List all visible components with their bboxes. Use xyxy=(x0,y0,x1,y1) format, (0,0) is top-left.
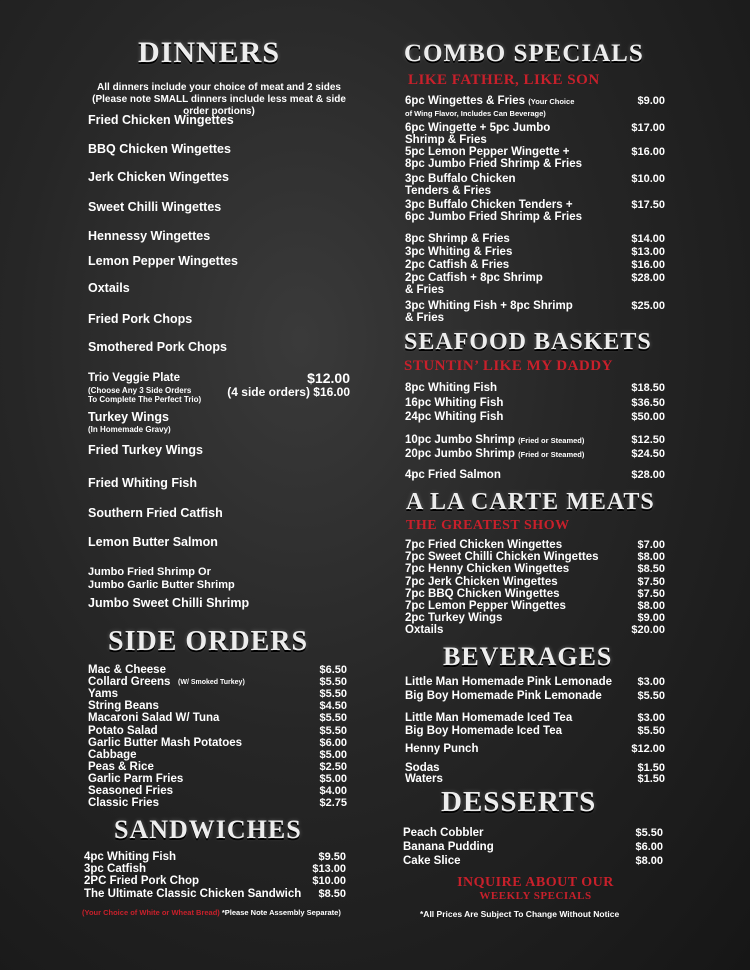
combo-item-line-1 xyxy=(405,122,550,134)
side-order-price: $4.00 xyxy=(319,785,347,797)
side-order-price: $5.50 xyxy=(319,688,347,701)
dinner-item-name: Lemon Pepper Wingettes xyxy=(88,254,238,268)
beverage-item-price: $1.50 xyxy=(637,762,665,774)
combo-item-name: 3pc Whiting Fish + 8pc Shrimp xyxy=(405,300,573,312)
combo-item-line-2 xyxy=(405,312,444,324)
veggie-sub-1: (Choose Any 3 Side Orders xyxy=(88,386,192,395)
sandwich-note-assembly: *Please Note Assembly Separate) xyxy=(221,908,341,917)
beverages-title: BEVERAGES xyxy=(443,642,613,671)
combo-item-line-2 xyxy=(405,185,491,197)
seafood-item-label: 4pc Fried Salmon xyxy=(405,469,501,481)
right-column xyxy=(375,0,750,970)
dinner-item-name: Fried Chicken Wingettes xyxy=(88,113,234,127)
side-order-name: Collard Greens xyxy=(88,676,171,689)
seafood-item-note: (Fried or Steamed) xyxy=(518,436,585,445)
side-order-price: $6.50 xyxy=(319,664,347,676)
seafood-item-name xyxy=(405,448,584,461)
side-order-name: Peas & Rice xyxy=(88,760,154,773)
side-order-name: Potato Salad xyxy=(88,724,158,737)
dinner-item-name: Fried Pork Chops xyxy=(88,312,193,326)
sandwich-name: 2PC Fried Pork Chop xyxy=(84,875,200,888)
beverage-item-price: $3.00 xyxy=(637,712,665,724)
dinner-item-name: Oxtails xyxy=(88,281,130,295)
dinner-item-subtext: Jumbo Garlic Butter Shrimp xyxy=(88,579,235,591)
side-order-name: Classic Fries xyxy=(88,797,159,810)
combo-item-price: $17.00 xyxy=(631,122,665,134)
side-order-price: $5.00 xyxy=(319,772,347,785)
dessert-item-name: Peach Cobbler xyxy=(403,827,484,839)
combo-item-price: $9.00 xyxy=(637,95,665,107)
dinner-item-name: BBQ Chicken Wingettes xyxy=(88,142,231,156)
beverage-item-name: Big Boy Homemade Pink Lemonade xyxy=(405,690,602,702)
seafood-item-name xyxy=(405,382,497,394)
combo-item-line-1 xyxy=(405,272,543,284)
combo-item-name: 8pc Shrimp & Fries xyxy=(405,233,510,245)
combo-item-line-1 xyxy=(405,233,510,245)
combo-item-name-cont: & Fries xyxy=(405,312,444,324)
dessert-item-price: $6.00 xyxy=(635,841,663,853)
dessert-item-price: $8.00 xyxy=(635,855,663,867)
combo-item-price: $10.00 xyxy=(631,173,665,185)
dinners-title: DINNERS xyxy=(138,36,281,69)
alacarte-item-price: $8.50 xyxy=(637,563,665,576)
combo-item-price: $14.00 xyxy=(631,233,665,245)
alacarte-item-price: $20.00 xyxy=(631,624,665,637)
combo-item-line-1 xyxy=(405,259,509,271)
sandwich-price: $8.50 xyxy=(318,887,346,900)
sandwich-name: 3pc Catfish xyxy=(84,863,146,876)
combo-subtitle: LIKE FATHER, LIKE SON xyxy=(408,72,600,88)
veggie-sub-2: To Complete The Perfect Trio) xyxy=(88,395,202,404)
alacarte-title: A LA CARTE MEATS xyxy=(406,489,655,515)
combo-item-price: $17.50 xyxy=(631,199,665,211)
alacarte-item-name: 7pc Fried Chicken Wingettes xyxy=(405,539,563,551)
combo-item-line-1 xyxy=(405,199,573,211)
combo-item-line-2 xyxy=(405,211,582,223)
alacarte-item-name: 7pc Jerk Chicken Wingettes xyxy=(405,575,558,588)
combo-item-line-2 xyxy=(405,107,546,120)
side-order-price: $4.50 xyxy=(319,700,347,713)
combo-item-note: (Your Choice xyxy=(528,97,575,106)
dinner-item-name: Southern Fried Catfish xyxy=(88,506,223,520)
seafood-item-price: $28.00 xyxy=(631,469,665,481)
alacarte-item-name: 2pc Turkey Wings xyxy=(405,612,503,625)
side-order-price: $6.00 xyxy=(319,736,347,749)
dinner-item-name: Lemon Butter Salmon xyxy=(88,535,218,549)
alacarte-item-name: 7pc Henny Chicken Wingettes xyxy=(405,563,570,576)
side-orders-title: SIDE ORDERS xyxy=(108,626,309,657)
seafood-item-name xyxy=(405,434,584,447)
alacarte-item-price: $9.00 xyxy=(637,612,665,625)
seafood-item-price: $24.50 xyxy=(631,448,665,460)
price-disclaimer: *All Prices Are Subject To Change Without Notice xyxy=(420,909,620,919)
sandwich-name: 4pc Whiting Fish xyxy=(84,851,176,863)
combo-item-name: 3pc Whiting & Fries xyxy=(405,246,513,258)
alacarte-item-price: $8.00 xyxy=(637,600,665,612)
seafood-item-name xyxy=(405,397,503,409)
combo-item-price: $13.00 xyxy=(631,246,665,258)
combo-item-name: 5pc Lemon Pepper Wingette + xyxy=(405,146,570,158)
alacarte-item-name: 7pc BBQ Chicken Wingettes xyxy=(405,587,560,600)
beverage-item-price: $12.00 xyxy=(631,743,665,755)
side-order-name: Cabbage xyxy=(88,748,137,761)
beverage-item-name: Henny Punch xyxy=(405,743,479,755)
combo-item-line-1 xyxy=(405,246,512,258)
side-order-name: Mac & Cheese xyxy=(88,664,166,676)
dinner-item-name: Fried Whiting Fish xyxy=(88,476,198,490)
combo-title: COMBO SPECIALS xyxy=(404,40,644,67)
beverage-item-name: Waters xyxy=(405,773,443,785)
sandwich-note xyxy=(82,908,341,917)
veggie-price-2: (4 side orders) $16.00 xyxy=(227,385,350,399)
combo-item-name-cont: 6pc Jumbo Fried Shrimp & Fries xyxy=(405,211,583,223)
seafood-item-label: 20pc Jumbo Shrimp xyxy=(405,448,515,460)
sandwiches-title: SANDWICHES xyxy=(114,815,302,844)
combo-item-name: 6pc Wingette + 5pc Jumbo xyxy=(405,122,551,134)
alacarte-item-name: 7pc Lemon Pepper Wingettes xyxy=(405,600,566,612)
combo-item-line-2 xyxy=(405,284,444,296)
alacarte-item-price: $7.50 xyxy=(637,575,665,588)
combo-item-name-cont: 8pc Jumbo Fried Shrimp & Fries xyxy=(405,158,583,170)
beverage-item-price: $1.50 xyxy=(637,773,665,785)
beverage-item-name: Little Man Homemade Iced Tea xyxy=(405,712,573,724)
side-order-name: Yams xyxy=(88,688,119,701)
sandwich-price: $9.50 xyxy=(318,851,346,863)
dessert-item-name: Cake Slice xyxy=(403,855,461,867)
dinner-item-name: Sweet Chilli Wingettes xyxy=(88,200,222,214)
dinner-item-name: Jumbo Fried Shrimp Or xyxy=(88,566,211,578)
dessert-item-name: Banana Pudding xyxy=(403,841,494,853)
sandwich-price: $10.00 xyxy=(312,875,346,888)
alacarte-subtitle: THE GREATEST SHOW xyxy=(406,518,570,533)
desserts-title: DESSERTS xyxy=(441,786,597,818)
dinner-item-name: Turkey Wings xyxy=(88,410,169,424)
seafood-item-name xyxy=(405,411,503,423)
beverage-item-name: Little Man Homemade Pink Lemonade xyxy=(405,676,613,688)
alacarte-item-price: $7.50 xyxy=(637,587,665,600)
side-order-price: $2.75 xyxy=(319,797,347,810)
combo-item-name-cont: & Fries xyxy=(405,284,444,296)
sandwich-price: $13.00 xyxy=(312,863,346,876)
side-order-name: Garlic Parm Fries xyxy=(88,772,184,785)
combo-item-line-2 xyxy=(405,158,582,170)
side-order-price: $5.50 xyxy=(319,724,347,737)
side-order-name: Macaroni Salad W/ Tuna xyxy=(88,712,220,725)
beverage-item-price: $3.00 xyxy=(637,676,665,688)
side-order-price: $5.00 xyxy=(319,748,347,761)
alacarte-item-name: 7pc Sweet Chilli Chicken Wingettes xyxy=(405,551,599,564)
alacarte-item-name: Oxtails xyxy=(405,624,444,637)
seafood-item-name xyxy=(405,469,501,481)
dinner-item-name: Jerk Chicken Wingettes xyxy=(88,170,229,184)
seafood-item-price: $12.50 xyxy=(631,434,665,446)
side-order-name: Seasoned Fries xyxy=(88,785,174,797)
combo-item-line-1 xyxy=(405,300,573,312)
side-order-price: $5.50 xyxy=(319,676,347,689)
combo-item-price: $28.00 xyxy=(631,272,665,284)
side-order-subtext: (W/ Smoked Turkey) xyxy=(178,679,245,687)
veggie-name: Trio Veggie Plate xyxy=(88,372,181,384)
combo-item-name-cont: Tenders & Fries xyxy=(405,185,492,197)
veggie-price-1: $12.00 xyxy=(307,370,350,386)
sandwich-note-bread: (Your Choice of White or Wheat Bread) xyxy=(82,908,220,917)
side-order-price: $5.50 xyxy=(319,712,347,725)
dinner-item-name: Jumbo Sweet Chilli Shrimp xyxy=(88,596,250,610)
sandwich-name: The Ultimate Classic Chicken Sandwich xyxy=(84,887,302,900)
alacarte-item-price: $8.00 xyxy=(637,551,665,564)
combo-item-price: $16.00 xyxy=(631,259,665,271)
combo-item-line-2 xyxy=(405,134,487,146)
inquire-line-2: WEEKLY SPECIALS xyxy=(479,890,592,902)
seafood-item-label: 16pc Whiting Fish xyxy=(405,397,504,409)
combo-item-price: $25.00 xyxy=(631,300,665,312)
combo-item-name: 3pc Buffalo Chicken xyxy=(405,173,516,185)
alacarte-item-price: $7.00 xyxy=(637,539,665,551)
dinner-item-name: Smothered Pork Chops xyxy=(88,340,227,354)
seafood-title: SEAFOOD BASKETS xyxy=(404,329,652,355)
beverage-item-price: $5.50 xyxy=(637,725,665,737)
seafood-item-label: 24pc Whiting Fish xyxy=(405,411,504,423)
seafood-item-price: $36.50 xyxy=(631,397,665,409)
dinner-item-name: Hennessy Wingettes xyxy=(88,229,211,243)
seafood-item-label: 10pc Jumbo Shrimp xyxy=(405,434,515,446)
inquire-line-1: INQUIRE ABOUT OUR xyxy=(457,875,614,890)
beverage-item-name: Big Boy Homemade Iced Tea xyxy=(405,725,562,737)
dinners-note: All dinners include your choice of meat and 2 sides (Please note SMALL dinners include less meat & side order portions) xyxy=(92,82,346,117)
combo-item-name: 3pc Buffalo Chicken Tenders + xyxy=(405,199,573,211)
combo-item-price: $16.00 xyxy=(631,146,665,158)
combo-item-line-1 xyxy=(405,146,569,158)
seafood-item-note: (Fried or Steamed) xyxy=(518,450,585,459)
dinner-item-subtext: (In Homemade Gravy) xyxy=(88,425,171,434)
dinner-item-name: Fried Turkey Wings xyxy=(88,443,203,457)
beverage-item-name: Sodas xyxy=(405,762,440,774)
seafood-subtitle: STUNTIN’ LIKE MY DADDY xyxy=(404,358,613,374)
combo-item-name: 2pc Catfish + 8pc Shrimp xyxy=(405,272,543,284)
combo-item-name: 6pc Wingettes & Fries xyxy=(405,95,526,107)
seafood-item-price: $18.50 xyxy=(631,382,665,394)
side-order-name: String Beans xyxy=(88,700,159,713)
side-order-price: $2.50 xyxy=(319,760,347,773)
dessert-item-price: $5.50 xyxy=(635,827,663,839)
combo-item-note-cont: of Wing Flavor, Includes Can Beverage) xyxy=(405,109,546,118)
beverage-item-price: $5.50 xyxy=(637,690,665,702)
combo-item-name-cont: Shrimp & Fries xyxy=(405,134,487,146)
seafood-item-label: 8pc Whiting Fish xyxy=(405,382,497,394)
seafood-item-price: $50.00 xyxy=(631,411,665,423)
side-order-name: Garlic Butter Mash Potatoes xyxy=(88,736,243,749)
combo-item-line-1 xyxy=(405,173,516,185)
combo-item-name: 2pc Catfish & Fries xyxy=(405,259,510,271)
